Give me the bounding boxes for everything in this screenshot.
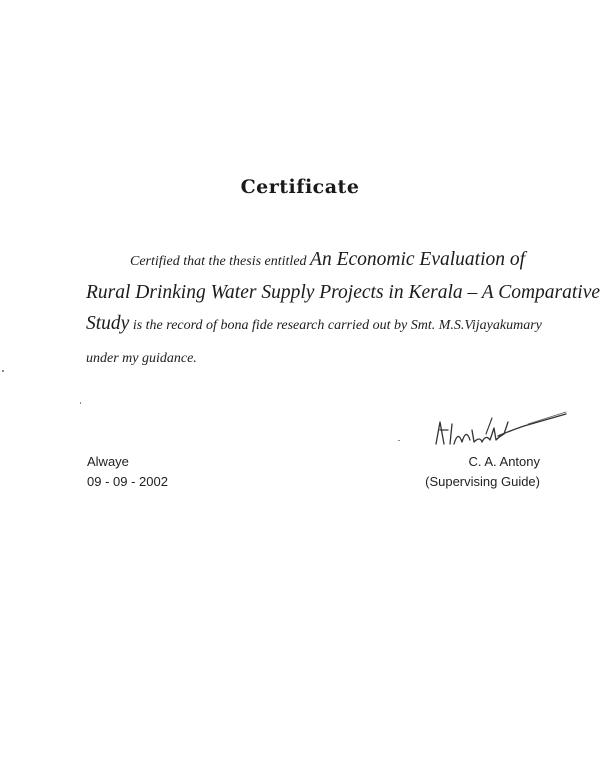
place-date-block bbox=[87, 452, 168, 492]
scan-speck bbox=[398, 440, 400, 441]
body-line-2 bbox=[86, 277, 600, 308]
body-line3-rest: is the record of bona fide research carried out by Smt. M.S.Vijayakumary bbox=[129, 318, 542, 333]
body-line-3 bbox=[86, 308, 546, 341]
body-line-1 bbox=[86, 244, 546, 277]
signatory-name: C. A. Antony bbox=[468, 454, 540, 469]
body-line-4 bbox=[86, 341, 546, 374]
place-text: Alwaye bbox=[87, 454, 129, 469]
certificate-title: Certificate bbox=[240, 176, 360, 198]
body-line1-prefix: Certified that the thesis entitled bbox=[130, 254, 311, 269]
scan-speck bbox=[80, 402, 81, 404]
thesis-title-part1: An Economic Evaluation of bbox=[310, 249, 526, 270]
thesis-title-part3: Study bbox=[86, 313, 130, 334]
date-text: 09 - 09 - 2002 bbox=[87, 474, 168, 489]
signatory-role: (Supervising Guide) bbox=[425, 474, 540, 489]
body-line4: under my guidance. bbox=[86, 351, 197, 366]
signature-image bbox=[428, 400, 568, 450]
scan-speck bbox=[2, 370, 4, 372]
certificate-body bbox=[86, 244, 600, 374]
thesis-title-part2: Rural Drinking Water Supply Projects in Kerala – A Comparative bbox=[86, 282, 600, 303]
signatory-block bbox=[405, 452, 540, 492]
